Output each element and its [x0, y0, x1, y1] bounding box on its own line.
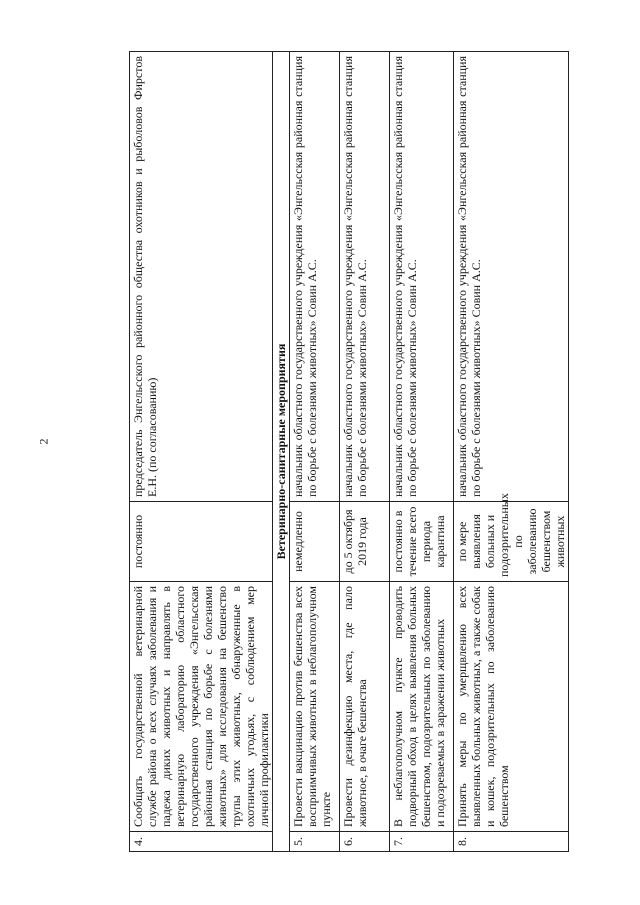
row-number: 7.	[390, 832, 454, 852]
table-row	[390, 52, 454, 852]
measure-text: Провести вакцинацию против бешенства всех восприимчивых животных в неблагополучном пункте	[290, 582, 340, 832]
rotated-table-wrapper	[129, 52, 567, 852]
term-text: постоянно	[130, 502, 273, 582]
term-text: постоянно в течение всего периода карантина	[390, 502, 454, 582]
table-row	[340, 52, 390, 852]
measure-text: В неблагополучном пункте проводить подворный обход в целях выявления больных бешенством, подозрительных по заболеванию и подозреваемых в заражении животных	[390, 582, 454, 832]
row-number: 5.	[290, 832, 340, 852]
term-text: немедленно	[290, 502, 340, 582]
row-number: 8.	[454, 832, 569, 852]
term-text: по мере выявления больных и подозрительных по заболеванию бешенством животных	[454, 502, 569, 582]
responsible-text: начальник областного государственного учреждения «Энгельсская районная станция по борьбе с болезнями животных» Совин А.С.	[454, 52, 569, 502]
page-number: 2	[36, 438, 51, 445]
measure-text: Провести дезинфекцию места, где пало животное, в очаге бешенства	[340, 582, 390, 832]
table-row	[130, 52, 273, 852]
table-row	[290, 52, 340, 852]
measures-table	[129, 51, 569, 852]
section-heading: Ветеринарно-санитарные мероприятия	[273, 52, 290, 852]
row-number: 4.	[130, 832, 273, 852]
responsible-text: председатель Энгельсского районного общества охотников и рыболовов Фирстов Е.Н. (по согласованию)	[130, 52, 273, 502]
responsible-text: начальник областного государственного учреждения «Энгельсская районная станция по борьбе с болезнями животных» Совин А.С.	[340, 52, 390, 502]
responsible-text: начальник областного государственного учреждения «Энгельсская районная станция по борьбе с болезнями животных» Совин А.С.	[390, 52, 454, 502]
table-row	[454, 52, 569, 852]
row-number: 6.	[340, 832, 390, 852]
section-row	[273, 52, 290, 852]
responsible-text: начальник областного государственного учреждения «Энгельсская районная станция по борьбе с болезнями животных» Совин А.С.	[290, 52, 340, 502]
measure-text: Сообщать государственной ветеринарной службе района о всех случаях заболевания и падежа диких животных и направлять в ветеринарную лабораторию областного государственного учреждения «Энгельсская районная станция по борьбе с болезнями животных» для исследования на бешенство трупы этих животных, обнаруженные в охотничьих угодьях, с соблюдением мер личной профилактики	[130, 582, 273, 832]
measure-text: Принять меры по умерщвлению всех выявленных больных животных, а также собак и кошек, подозрительных по заболеванию бешенством	[454, 582, 569, 832]
term-text: до 5 октября 2019 года	[340, 502, 390, 582]
